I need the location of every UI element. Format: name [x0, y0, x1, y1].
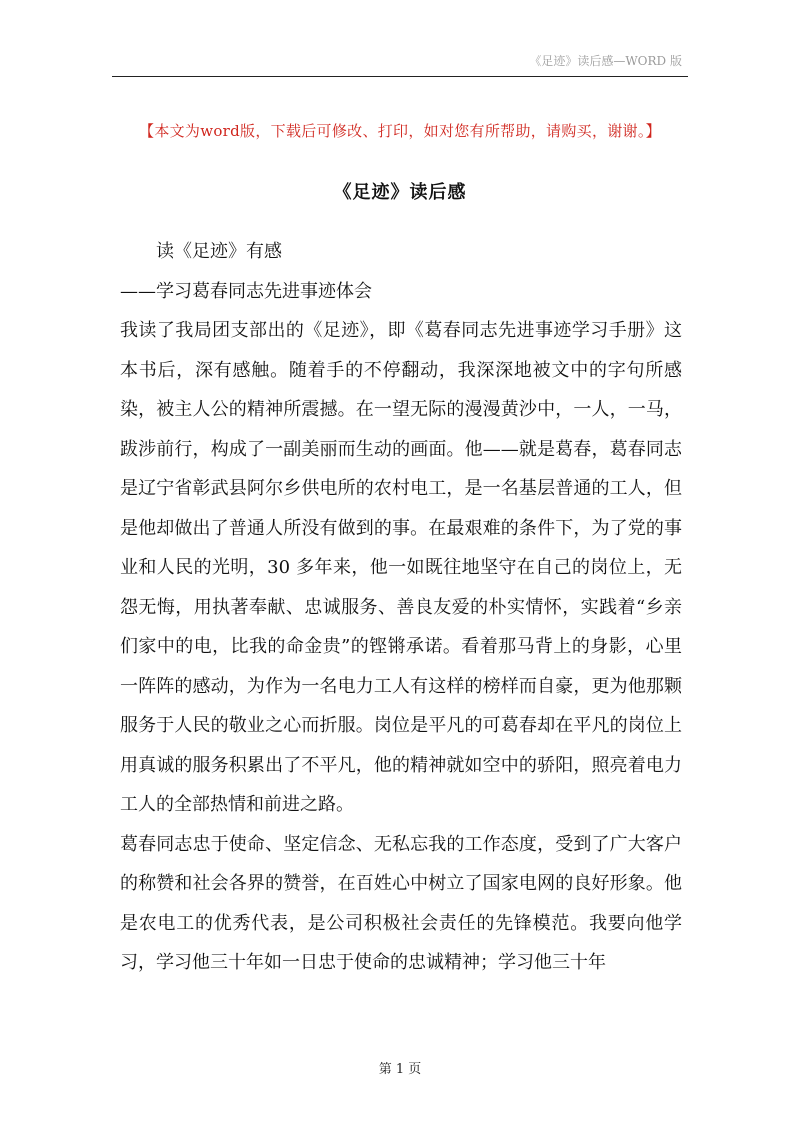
- subtitle: 读《足迹》有感: [156, 241, 282, 262]
- document-title: 《足迹》读后感: [333, 182, 467, 203]
- header-divider: [112, 76, 688, 77]
- document-body: [120, 232, 682, 983]
- paragraph-2: 葛春同志忠于使命、坚定信念、无私忘我的工作态度，受到了广大客户的称赞和社会各界的赞誉，在百姓心中树立了国家电网的良好形象。他是农电工的优秀代表，是公司积极社会责任的先锋模范。我要向他学习，学习他三十年如一日忠于使命的忠诚精神；学习他三十年: [120, 833, 682, 973]
- subheading: ——学习葛春同志先进事迹体会: [120, 280, 372, 302]
- page-number: 第 1 页: [378, 1062, 422, 1077]
- purchase-notice: 【本文为word版，下载后可修改、打印，如对您有所帮助，请购买，谢谢。】: [139, 122, 661, 140]
- running-header: 《足迹》读后感—WORD 版: [529, 54, 682, 68]
- paragraph-1: 我读了我局团支部出的《足迹》，即《葛春同志先进事迹学习手册》这本书后，深有感触。随着手的不停翻动，我深深地被文中的字句所感染，被主人公的精神所震撼。在一望无际的漫漫黄沙中，一人，一马，跋涉前行，构成了一副美丽而生动的画面。他——就是葛春，葛春同志是辽宁省彰武县阿尔乡供电所的农村电工，是一名基层普通的工人，但是他却做出了普通人所没有做到的事。在最艰难的条件下，为了党的事业和人民的光明，30 多年来，他一如既往地坚守在自己的岗位上，无怨无悔，用执著奉献、忠诚服务、善良友爱的朴实情怀，实践着“乡亲们家中的电，比我的命金贵”的铿锵承诺。看着那马背上的身影，心里一阵阵的感动，为作为一名电力工人有这样的榜样而自豪，更为他那颗服务于人民的敬业之心而折服。岗位是平凡的可葛春却在平凡的岗位上用真诚的服务积累出了不平凡，他的精神就如空中的骄阳，照亮着电力工人的全部热情和前进之路。: [120, 320, 682, 815]
